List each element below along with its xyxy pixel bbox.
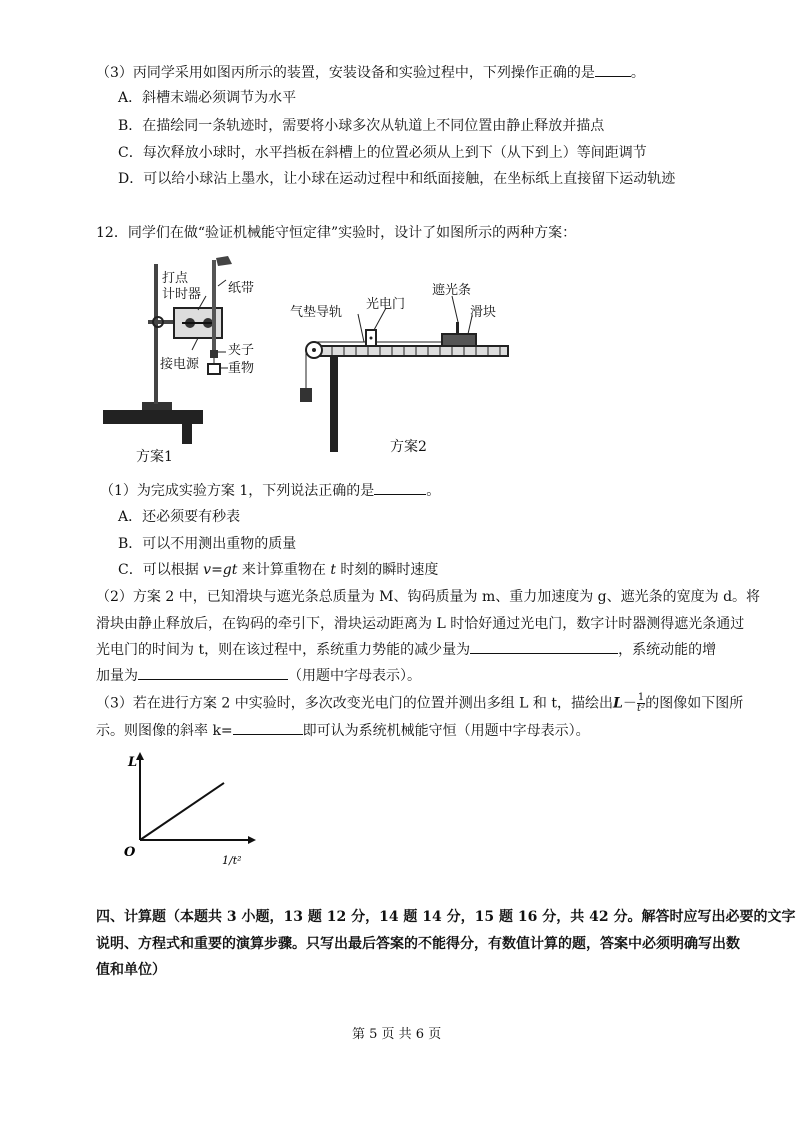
scheme2-hook-weight [300,388,312,402]
q11-3-option-a: A．斜槽末端必须调节为水平 [118,90,297,106]
scheme1-table-top [103,410,203,424]
scheme2-air-track [312,346,508,356]
q12-3-slope-blank[interactable] [233,722,303,735]
label-timer-2: 计时器 [162,287,202,302]
q12-3-line1-end: 的图像如下图所 [645,695,744,712]
label-shading-strip: 遮光条 [432,283,472,298]
q11-3-option-c: C．每次释放小球时，水平挡板在斜槽上的位置必须从上到下（从下到上）等间距调节 [118,145,647,161]
q12-1-option-b: B．可以不用测出重物的质量 [118,536,297,552]
scheme1-caption: 方案1 [136,449,173,465]
q12-3-line2-end: 即可认为系统机械能守恒（用题中字母表示）。 [302,723,590,739]
var-L: L [613,695,623,712]
q12-stem: 12．同学们在做“验证机械能守恒定律”实验时，设计了如图所示的两种方案： [96,225,577,241]
q12-2-line2: 滑块由静止释放后，在钩码的牵引下，滑块运动距离为 L 时恰好通过光电门，数字计时器测得遮光条通过 [96,616,745,632]
q12-2-line1: （2）方案 2 中，已知滑块与遮光条总质量为 M、钩码质量为 m、重力加速度为 g、遮光条的宽度为 d。将 [96,589,761,605]
origin-label: O [124,845,136,860]
q12-3-line1-text: （3）若在进行方案 2 中实验时，多次改变光电门的位置并测出多组 L 和 t，描绘出 [96,695,613,712]
q12-3-line2-text: 示。则图像的斜率 k= [96,723,233,739]
q11-3-option-d: D．可以给小球沾上墨水，让小球在运动过程中和纸面接触，在坐标纸上直接留下运动轨迹 [118,171,676,187]
q11-3-end: 。 [630,65,645,81]
label-power: 接电源 [160,357,200,372]
scheme2-support-leg [330,356,338,452]
scheme2-caption: 方案2 [390,439,427,455]
q12-3-line2 [96,722,590,740]
y-axis-arrow [136,752,144,760]
dash: － [622,695,637,712]
scheme1-clip [210,350,218,358]
q12-1-option-a: A．还必须要有秒表 [118,509,241,525]
section4-line3: 值和单位） [96,962,166,978]
label-weight: 重物 [228,361,255,376]
scheme1-stand-rod [154,264,158,404]
label-clip: 夹子 [228,343,255,358]
q11-3-stem [96,64,645,82]
q12-3-line1 [96,693,743,714]
scheme1-weight [208,364,220,374]
x-axis-label: 1/t² [222,854,242,867]
option-c-part1: C．可以根据 [118,562,204,578]
q12-2-line4-text: 加量为 [96,668,138,684]
x-axis-arrow [248,836,256,844]
data-line [140,783,224,840]
q12-2-line4-end: （用题中字母表示）。 [288,668,421,684]
var-t: t [330,562,336,578]
section4-line1: 四、计算题（本题共 3 小题，13 题 12 分，14 题 14 分，15 题 16 分，共 42 分。解答时应写出必要的文字 [96,909,796,925]
q12-2-kinetic-blank[interactable] [138,667,288,680]
q12-1-stem-text: （1）为完成实验方案 1，下列说法正确的是 [100,483,375,499]
label-paper-tape: 纸带 [228,281,255,296]
label-timer: 打点 [162,271,189,286]
label-air-track: 气垫导轨 [290,305,343,320]
q12-1-option-c [118,561,438,579]
fraction-1-over-t2 [637,693,645,714]
formula-v-gt: v=gt [203,562,238,578]
q12-1-end: 。 [426,483,441,499]
q12-2-line3-text: 光电门的时间为 t，则在该过程中，系统重力势能的减少量为 [96,642,471,658]
section4-line2: 说明、方程式和重要的演算步骤。只写出最后答案的不能得分，有数值计算的题，答案中必须明确写出数 [96,936,740,952]
q11-3-answer-blank[interactable] [595,64,631,77]
fraction-numerator: 1 [637,692,645,703]
page-number: 第 5 页 共 6 页 [352,1027,442,1042]
scheme2-figure [292,272,522,452]
l-vs-inverse-t2-chart [118,748,258,878]
label-slider: 滑块 [470,305,497,320]
q11-3-stem-text: （3）丙同学采用如图丙所示的装置，安装设备和实验过程中，下列操作正确的是 [96,65,595,81]
scheme2-slider [442,334,476,346]
y-axis-label: L [128,755,138,770]
q12-2-line4 [96,667,421,685]
label-photogate: 光电门 [366,297,406,312]
scheme1-table-leg [182,424,192,444]
q12-2-line3-end: ，系统动能的增 [618,642,717,658]
q11-3-option-b: B．在描绘同一条轨迹时，需要将小球多次从轨道上不同位置由静止释放并描点 [118,118,605,134]
scheme2-shading-strip [456,322,459,334]
fraction-denominator: t² [637,703,646,714]
q12-2-potential-blank[interactable] [470,641,618,654]
option-c-part3: 时刻的瞬时速度 [335,562,439,578]
q12-2-line3 [96,641,716,659]
q12-1-answer-blank[interactable] [374,482,426,495]
q12-1-stem [100,482,440,500]
scheme1-paper-tape [212,260,216,352]
option-c-part2: 来计算重物在 [237,562,331,578]
